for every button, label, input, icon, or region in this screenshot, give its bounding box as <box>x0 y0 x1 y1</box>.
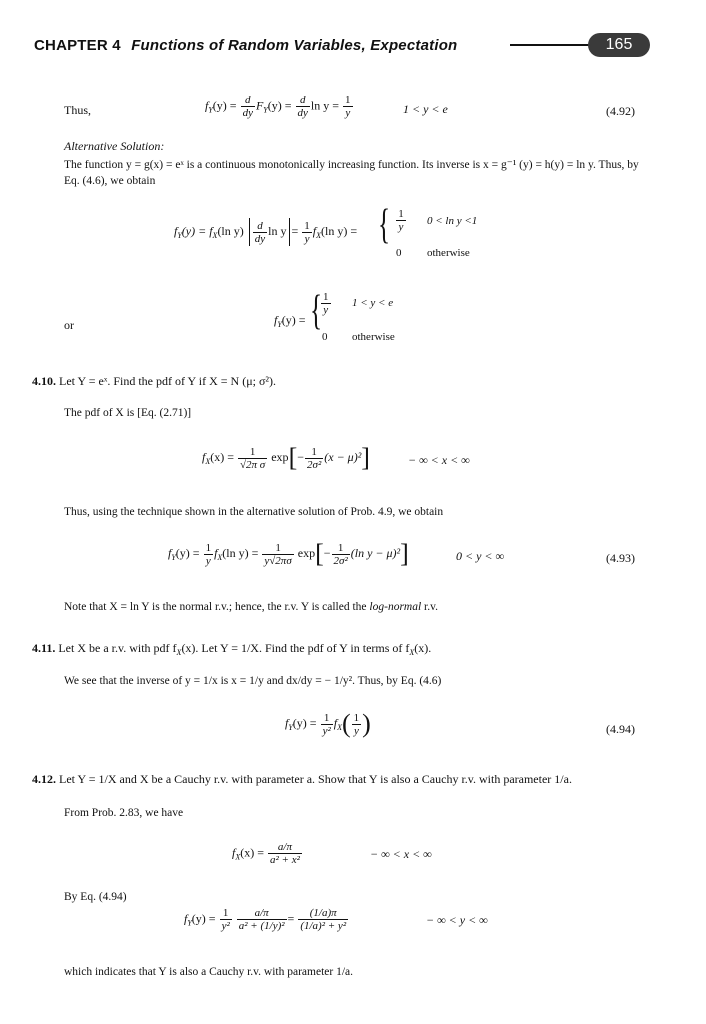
eq-sub: Y <box>277 320 282 329</box>
frac-num: a/π <box>237 907 287 920</box>
frac-den: y <box>398 221 404 233</box>
chapter-header <box>34 37 457 54</box>
note-italic: log-normal <box>369 601 422 613</box>
eq-text: f <box>285 715 289 730</box>
frac-num: 1 <box>262 542 293 555</box>
p412-equation-1 <box>232 841 303 866</box>
equation-number: (4.94) <box>606 722 635 736</box>
frac-den: y² <box>322 724 331 737</box>
p412-line1: From Prob. 2.83, we have <box>64 807 184 819</box>
note-text: Note that X = ln Y is the normal r.v.; hence, the r.v. Y is called the <box>64 601 367 613</box>
frac-num: 1 <box>323 291 329 303</box>
p410-equation-1: $f_X(x)$ = $\frac{1}{\text{√2π σ}}$ exp[− $\frac{1}{\text{2σ²}}$ (x − μ)²] <box>202 443 370 472</box>
eq-sub: Y <box>171 552 176 562</box>
frac-num: 1 <box>304 219 310 232</box>
eq-text: f <box>333 715 338 730</box>
frac-num: d <box>296 94 310 107</box>
eq-text: (y) = <box>175 545 200 560</box>
p412-conclusion: which indicates that Y is also a Cauchy r.v. with parameter 1/a. <box>64 966 354 978</box>
frac-den: y <box>304 232 310 245</box>
eq-text: F <box>255 98 264 113</box>
fraction <box>241 94 255 119</box>
chapter-title: Functions of Random Variables, Expectation <box>131 37 458 54</box>
fraction <box>396 208 406 233</box>
frac-den: 2σ² <box>333 554 348 567</box>
p412-eq1-range: − ∞ < x < ∞ <box>370 847 432 861</box>
bracket: ] <box>400 539 409 568</box>
problem-question: Let Y = eˣ. Find the pdf of Y if X = N (μ; σ²). <box>59 374 277 388</box>
p410-eq2-range: 0 < y < ∞ <box>456 549 505 563</box>
frac-den: y <box>345 107 351 119</box>
case-1-condition: 1 < y < e <box>352 297 394 309</box>
eq-text: = <box>291 223 299 238</box>
problem-4-11 <box>32 640 431 661</box>
fraction <box>296 94 310 119</box>
eq-text: (ln y − μ)² <box>350 545 401 560</box>
p410-note <box>64 599 438 615</box>
fraction <box>253 220 267 245</box>
frac-num: 1 <box>305 446 323 459</box>
frac-den: dy <box>254 232 266 245</box>
fraction <box>262 542 293 567</box>
eq-text: (y) = <box>292 715 317 730</box>
eq-text: (y) = <box>267 98 292 113</box>
case-1-value <box>394 208 408 233</box>
frac-den: y <box>205 554 211 567</box>
eq-text: ln y = <box>310 98 340 113</box>
p410-equation-2: $f_Y(y)$ = $\frac{1}{y}$ $f_X(\ln$ y) = $\frac{1}{y√2\pi\sigma}$ exp[− $\frac{1}{\text{2σ²}}$ (ln y − μ)²] <box>168 539 409 568</box>
fraction <box>237 907 287 932</box>
frac-num: 1 <box>398 208 404 220</box>
eq-text: f <box>202 449 206 464</box>
p412-eq2-range: − ∞ < y < ∞ <box>426 913 488 927</box>
eq-sub: X <box>212 230 218 240</box>
fraction <box>268 841 302 866</box>
chapter-label: CHAPTER 4 <box>34 37 121 54</box>
alt-equation <box>174 218 357 246</box>
frac-den: y√2πσ <box>264 554 292 567</box>
case-brace: { <box>378 202 391 248</box>
fraction <box>302 220 312 245</box>
eq-text: exp <box>271 449 289 464</box>
alt-equation-2 <box>274 313 306 329</box>
fraction <box>238 446 267 471</box>
equation-4-92 <box>205 94 354 119</box>
problem-label: 4.11. <box>32 641 56 655</box>
problem-question: (x). <box>414 641 432 655</box>
p410-line1: The pdf of X is [Eq. (2.71)] <box>64 407 192 419</box>
problem-question: Let X be a r.v. with pdf f <box>58 641 177 655</box>
abs-bar <box>249 218 250 246</box>
bracket: ( <box>341 709 351 738</box>
eq-sub: X <box>217 552 223 562</box>
frac-num: 1 <box>238 446 267 459</box>
eq-text: (x) = <box>240 845 264 860</box>
fraction <box>343 94 353 119</box>
frac-den: y² <box>221 920 230 932</box>
frac-num: d <box>241 94 255 107</box>
eq-text: (ln y) = <box>222 545 259 560</box>
eq-text: f <box>232 845 236 860</box>
problem-question: Let Y = 1/X and X be a Cauchy r.v. with parameter a. Show that Y is also a Cauchy r.v. with parameter 1/a. <box>59 772 572 786</box>
eq-sub: X <box>176 648 182 657</box>
frac-num: (1/a)π <box>298 907 348 920</box>
case-brace: { <box>310 288 323 334</box>
frac-den: a² + x² <box>270 854 300 866</box>
p412-line2: By Eq. (4.94) <box>64 891 127 903</box>
eq-sub: X <box>337 722 342 732</box>
eq-text: f <box>274 313 278 327</box>
eq-text: f <box>312 223 317 238</box>
eq-text: f <box>174 223 178 238</box>
frac-num: d <box>253 220 267 233</box>
eq-sub: X <box>316 230 322 240</box>
frac-num: 1 <box>353 711 360 724</box>
case-2-condition: otherwise <box>427 247 470 259</box>
case-1-value <box>320 291 332 316</box>
or-label: or <box>64 318 74 332</box>
eq-sub: X <box>205 456 211 466</box>
eq-text: ln y <box>268 223 287 238</box>
eq-text: (x − μ)² <box>324 449 362 464</box>
eq-text: = <box>287 911 295 926</box>
frac-num: 1 <box>345 94 351 106</box>
alternative-heading: Alternative Solution: <box>64 139 165 153</box>
p412-equation-2 <box>184 907 349 932</box>
eq-text: f <box>184 911 188 926</box>
eq-text: (y) = <box>191 911 216 926</box>
frac-num: 1 <box>205 541 212 554</box>
eq-sub: Y <box>187 918 192 928</box>
problem-label: 4.12. <box>32 772 56 786</box>
fraction <box>298 907 348 932</box>
equation-number: (4.92) <box>606 104 635 118</box>
frac-den: dy <box>297 107 308 119</box>
eq-sub: X <box>409 648 415 657</box>
note-text: r.v. <box>424 601 438 613</box>
eq-text: (y) = <box>212 98 237 113</box>
bracket: ] <box>361 443 370 472</box>
case-2-condition: otherwise <box>352 331 395 343</box>
frac-den: (1/a)² + y² <box>300 920 347 932</box>
thus-label: Thus, <box>64 103 91 117</box>
abs-bar <box>289 218 290 246</box>
problem-4-10 <box>32 373 276 389</box>
page-number: 165 <box>588 33 650 57</box>
case-2-value: 0 <box>396 247 402 259</box>
frac-den: y <box>353 724 359 737</box>
bracket: [ <box>315 539 324 568</box>
eq-sub: Y <box>263 105 268 115</box>
eq-text: (x) = <box>210 449 234 464</box>
fraction <box>321 291 331 316</box>
equation-number: (4.93) <box>606 551 635 565</box>
frac-num: 1 <box>332 542 350 555</box>
eq-text: (y) = <box>281 313 306 327</box>
bracket: [ <box>288 443 298 472</box>
eq-text: (ln y) = <box>321 223 358 238</box>
fraction <box>204 542 214 567</box>
bracket: ) <box>362 709 371 738</box>
frac-den: √2π σ <box>240 458 266 471</box>
frac-den: 2σ² <box>307 458 322 471</box>
fraction <box>352 712 362 737</box>
problem-4-12 <box>32 771 572 787</box>
eq-sub: Y <box>177 230 182 240</box>
eq-sub: Y <box>208 105 213 115</box>
p411-line1: We see that the inverse of y = 1/x is x = 1/y and dx/dy = − 1/y². Thus, by Eq. (4.6) <box>64 675 442 687</box>
fraction <box>321 712 333 737</box>
case-2-value: 0 <box>322 331 328 343</box>
p410-eq1-range: − ∞ < x < ∞ <box>408 453 470 467</box>
eq-sub: X <box>235 852 241 862</box>
eq-text: f <box>205 98 209 113</box>
eq-text: (ln y) <box>217 223 244 238</box>
p411-equation <box>285 711 371 737</box>
fraction <box>305 446 323 471</box>
eq-text: (y) = f <box>181 223 213 238</box>
eq-text: exp <box>297 545 316 560</box>
frac-den: dy <box>242 107 253 119</box>
frac-num: a/π <box>268 841 302 854</box>
frac-den: a² + (1/y)² <box>238 920 285 932</box>
frac-num: 1 <box>321 712 333 725</box>
eq-sub: Y <box>288 722 293 732</box>
frac-den: y <box>323 304 329 316</box>
fraction <box>220 907 232 932</box>
eq-text: f <box>214 545 218 560</box>
eq-text: f <box>168 545 172 560</box>
alternative-paragraph: The function y = g(x) = eˣ is a continuous monotonically increasing function. Its inverse is x = g⁻¹ (y) = h(y) = ln y. Thus, by Eq. (4.6), we obtain <box>64 159 639 187</box>
eq-range: 1 < y < e <box>403 102 448 116</box>
p410-line2: Thus, using the technique shown in the alternative solution of Prob. 4.9, we obtain <box>64 506 444 518</box>
fraction <box>332 542 350 567</box>
frac-num: 1 <box>220 907 232 920</box>
case-1-condition: 0 < ln y <1 <box>427 215 478 227</box>
problem-label: 4.10. <box>32 374 56 388</box>
problem-question: (x). Let Y = 1/X. Find the pdf of Y in terms of f <box>181 641 410 655</box>
